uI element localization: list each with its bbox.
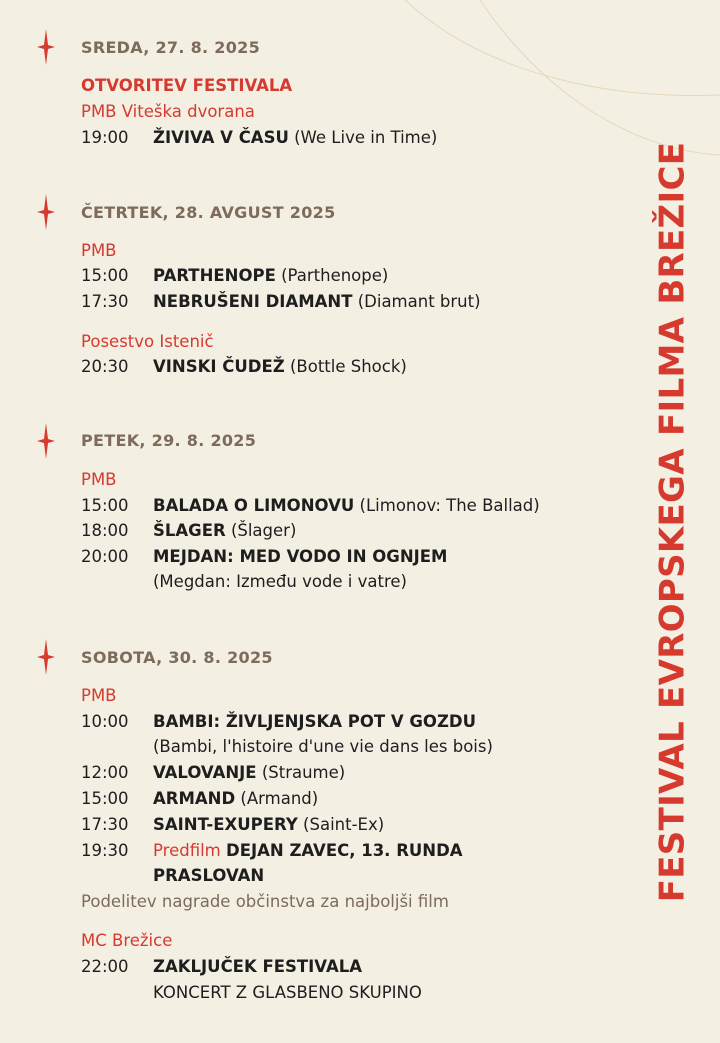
film-original-title: (Saint-Ex) <box>303 815 385 834</box>
film-title: VINSKI ČUDEŽ <box>153 357 285 376</box>
film-original-title: (Diamant brut) <box>357 292 481 311</box>
star-icon <box>37 423 55 459</box>
screening-time: 12:00 <box>81 763 129 782</box>
screening-time: 15:00 <box>81 496 129 515</box>
film-title-line2: PRASLOVAN <box>153 866 265 885</box>
film-title: ŽIVIVA V ČASU <box>153 128 289 147</box>
film-original-title: (Armand) <box>240 789 319 808</box>
venue-label: PMB <box>81 686 117 705</box>
screening-film <box>153 266 388 286</box>
screening-film <box>153 712 476 732</box>
film-original-title: (Parthenope) <box>281 266 389 285</box>
screening-film <box>153 547 447 567</box>
screening-film <box>153 815 384 835</box>
day-date: ČETRTEK, 28. AVGUST 2025 <box>81 203 336 222</box>
screening-time: 17:30 <box>81 292 129 311</box>
screening-time: 19:30 <box>81 841 129 860</box>
screening-film <box>153 957 362 977</box>
screening-time: 17:30 <box>81 815 129 834</box>
screening-time: 20:00 <box>81 547 129 566</box>
star-icon <box>37 29 55 65</box>
star-icon <box>37 194 55 230</box>
predfilm-label: Predfilm <box>153 841 221 860</box>
venue-label: PMB Viteška dvorana <box>81 102 255 121</box>
venue-label: MC Brežice <box>81 931 173 950</box>
star-icon <box>37 639 55 675</box>
film-original-title: (Straume) <box>261 763 346 782</box>
day-date: SOBOTA, 30. 8. 2025 <box>81 648 273 667</box>
screening-film <box>153 357 407 377</box>
film-title: BALADA O LIMONOVU <box>153 496 355 515</box>
venue-label: PMB <box>81 470 117 489</box>
screening-time: 22:00 <box>81 957 129 976</box>
film-title: VALOVANJE <box>153 763 257 782</box>
film-title: MEJDAN: MED VODO IN OGNJEM <box>153 547 448 566</box>
film-title: DEJAN ZAVEC, 13. RUNDA <box>226 841 463 860</box>
screening-film <box>153 763 345 783</box>
film-title: NEBRUŠENI DIAMANT <box>153 292 353 311</box>
day-date: PETEK, 29. 8. 2025 <box>81 431 257 450</box>
film-title: SAINT-EXUPERY <box>153 815 298 834</box>
screening-film <box>153 292 481 312</box>
film-original-title: (Limonov: The Ballad) <box>359 496 540 515</box>
screening-time: 15:00 <box>81 266 129 285</box>
screening-time: 15:00 <box>81 789 129 808</box>
film-original-title: (Bambi, l'histoire d'une vie dans les bois) <box>153 737 493 756</box>
festival-title-text: FESTIVAL EVROPSKEGA FILMA BREŽICE <box>652 141 693 902</box>
venue-label: Posestvo Istenič <box>81 332 214 351</box>
film-original-title: (We Live in Time) <box>294 128 438 147</box>
screening-time: 18:00 <box>81 521 129 540</box>
film-original-title: (Megdan: Između vode i vatre) <box>153 572 407 591</box>
award-note: Podelitev nagrade občinstva za najboljši film <box>81 892 449 911</box>
film-title: ŠLAGER <box>153 521 226 540</box>
film-title: ARMAND <box>153 789 236 808</box>
film-original-title: (Bottle Shock) <box>289 357 407 376</box>
screening-film <box>153 841 463 861</box>
venue-label: PMB <box>81 241 117 260</box>
screening-film <box>153 496 540 516</box>
film-title: PARTHENOPE <box>153 266 276 285</box>
screening-time: 10:00 <box>81 712 129 731</box>
screening-film <box>153 789 318 809</box>
film-title: ZAKLJUČEK FESTIVALA <box>153 957 363 976</box>
screening-film <box>153 128 437 148</box>
screening-time: 20:30 <box>81 357 129 376</box>
film-original-title: (Šlager) <box>230 521 297 540</box>
opening-heading: OTVORITEV FESTIVALA <box>81 76 293 95</box>
screening-film <box>153 521 296 541</box>
event-subtitle: KONCERT Z GLASBENO SKUPINO <box>153 983 422 1002</box>
festival-title <box>625 0 720 1043</box>
screening-time: 19:00 <box>81 128 129 147</box>
day-date: SREDA, 27. 8. 2025 <box>81 38 261 57</box>
film-title: BAMBI: ŽIVLJENJSKA POT V GOZDU <box>153 712 477 731</box>
